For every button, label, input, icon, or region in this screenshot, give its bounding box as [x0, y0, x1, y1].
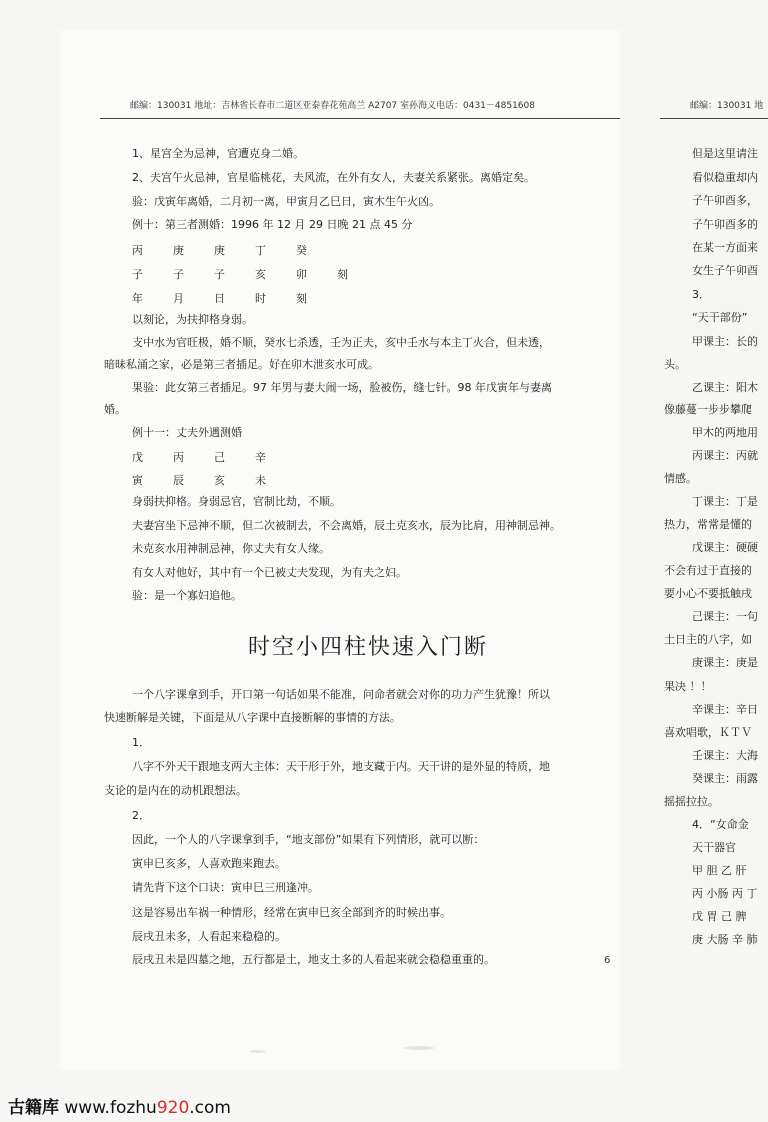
scan-smudge	[404, 1046, 434, 1050]
right-text-line: 戊课主：硬硬	[692, 541, 758, 554]
header-rule	[100, 118, 620, 119]
bazi-row	[132, 242, 337, 258]
bazi-cell: 卯	[296, 268, 307, 281]
text-line: 例十一：丈夫外遇测婚	[132, 426, 242, 439]
right-text-line: 喜欢唱歌，ＫＴＶ	[664, 726, 752, 739]
right-text-line: 情感。	[664, 472, 697, 485]
text-line: 验：是一个寡妇追他。	[132, 589, 242, 602]
url-suffix: .com	[189, 1098, 231, 1118]
right-text-line: 像藤蔓一步步攀爬	[664, 403, 752, 416]
body-line: 一个八字课拿到手，开口第一句话如果不能准，问命者就会对你的功力产生犹豫！所以	[132, 688, 550, 701]
text-line: 2、夫宫午火忌神，官星临桃花，夫风流，在外有女人，夫妻关系紧张。离婚定矣。	[132, 171, 535, 184]
bazi-cell: 寅	[132, 474, 143, 487]
site-watermark	[8, 1093, 231, 1118]
right-text-line: 丙 小肠 丙 丁	[692, 887, 758, 900]
right-text-line: 要小心不要抵触戌	[664, 587, 752, 600]
text-line: 有女人对他好，其中有一个已被丈夫发现，为有夫之妇。	[132, 566, 407, 579]
bazi-cell: 丙	[173, 451, 184, 464]
body-line: 请先背下这个口诀：寅申巳三刑逢冲。	[132, 881, 319, 894]
right-text-line: 子午卯酉多，	[692, 194, 758, 207]
right-text-line: 果决 ！！	[664, 680, 712, 693]
bazi-cell: 月	[173, 292, 184, 305]
right-text-line: 天干器官	[692, 841, 736, 854]
scan-smudge	[250, 1050, 266, 1053]
url-prefix: www.fozhu	[64, 1098, 157, 1118]
site-name: 古籍库	[8, 1098, 59, 1118]
section-title: 时空小四柱快速入门断	[248, 635, 489, 660]
text-line: 支中水为官旺极，婚不顺，癸水七杀透，壬为正夫，亥中壬水与本主丁火合，但未透，	[132, 336, 550, 349]
right-text-line: 子午卯酉多的	[692, 218, 758, 231]
text-line: 未克亥水用神制忌神，你丈夫有女人缘。	[132, 542, 330, 555]
right-text-line: 丙课主：丙就	[692, 449, 758, 462]
right-text-line: 戊 胃 己 脾	[692, 910, 747, 923]
bazi-row	[132, 290, 337, 306]
bazi-cell: 庚	[173, 244, 184, 257]
text-line: 以刻论，为扶抑格身弱。	[132, 313, 253, 326]
text-line: 婚。	[104, 403, 126, 416]
right-text-line: 但是这里请注	[692, 147, 758, 160]
bazi-cell: 子	[214, 268, 225, 281]
text-line: 夫妻宫坐下忌神不顺，但二次被制去，不会离婚，辰土克亥水，辰为比肩，用神制忌神。	[132, 519, 561, 532]
bazi-cell: 刻	[337, 268, 348, 281]
bazi-cell: 辰	[173, 474, 184, 487]
bazi-cell: 亥	[255, 268, 266, 281]
bazi-cell: 子	[132, 268, 143, 281]
right-text-line: 土日主的八字，如	[664, 633, 752, 646]
right-text-line: 乙课主：阳木	[692, 381, 758, 394]
right-text-line: 3．	[692, 288, 710, 301]
site-url	[64, 1098, 231, 1118]
body-line: 辰戌丑未多，人看起来稳稳的。	[132, 930, 286, 943]
right-text-line: 看似稳重却内	[692, 171, 758, 184]
right-text-line: 丁课主：丁是	[692, 495, 758, 508]
bazi-cell: 庚	[214, 244, 225, 257]
body-line: 2．	[132, 809, 150, 822]
body-line: 支论的是内在的动机跟想法。	[104, 784, 247, 797]
bazi-cell: 未	[255, 474, 266, 487]
right-text-line: 庚 大肠 辛 肺	[692, 933, 758, 946]
bazi-row	[132, 266, 378, 282]
body-line: 快速断解是关键，下面是从八字课中直接断解的事情的方法。	[104, 711, 401, 724]
right-text-line: 癸课主：雨露	[692, 772, 758, 785]
left-page-header: 邮编：130031 地址：吉林省长春市二道区亚泰春花苑高兰 A2707 室孙海义电话：0431－4851608	[130, 101, 535, 111]
right-page-header: 邮编：130031 地	[690, 101, 764, 111]
text-line: 身弱扶抑格。身弱忌官，官制比劫，不顺。	[132, 495, 341, 508]
right-text-line: 甲 胆 乙 肝	[692, 864, 747, 877]
right-text-line: 不会有过于直接的	[664, 564, 752, 577]
bazi-cell: 己	[214, 451, 225, 464]
right-text-line: 女生子午卯酉	[692, 264, 758, 277]
right-text-line: 己课主：一句	[692, 610, 758, 623]
right-text-line: 壬课主：大海	[692, 749, 758, 762]
header-rule	[660, 118, 768, 119]
url-number: 920	[156, 1098, 190, 1118]
bazi-cell: 时	[255, 292, 266, 305]
bazi-cell: 刻	[296, 292, 307, 305]
bazi-cell: 丁	[255, 244, 266, 257]
right-text-line: 在某一方面来	[692, 241, 758, 254]
body-line: 寅申巳亥多，人喜欢跑来跑去。	[132, 857, 286, 870]
right-text-line: 热力，常常是懂的	[664, 518, 752, 531]
right-text-line: “天干部份”	[692, 311, 748, 324]
text-line: 果验：此女第三者插足。97 年男与妻大闹一场，脸被伤，缝七针。98 年戊寅年与妻离	[132, 381, 552, 394]
text-line: 例十：第三者测婚：1996 年 12 月 29 日晚 21 点 45 分	[132, 218, 413, 231]
body-line: 因此，一个人的八字课拿到手，“地支部份”如果有下列情形，就可以断：	[132, 833, 485, 846]
bazi-cell: 丙	[132, 244, 143, 257]
right-text-line: 头。	[664, 358, 686, 371]
bazi-cell: 辛	[255, 451, 266, 464]
bazi-cell: 戊	[132, 451, 143, 464]
body-line: 八字不外天干跟地支两大主体：天干形于外，地支藏于内。天干讲的是外显的特质，地	[132, 760, 550, 773]
right-text-line: 甲木的两地用	[692, 426, 758, 439]
text-line: 暗昧私涌之家，必是第三者插足。好在卯木泄亥水可成。	[104, 358, 379, 371]
bazi-row	[132, 449, 296, 465]
body-line: 这是容易出车祸一种情形，经常在寅申巳亥全部到齐的时候出事。	[132, 906, 451, 919]
bazi-cell: 亥	[214, 474, 225, 487]
page-number: 6	[604, 955, 611, 966]
bazi-cell: 年	[132, 292, 143, 305]
bazi-cell: 子	[173, 268, 184, 281]
right-text-line: 庚课主：庚是	[692, 656, 758, 669]
bazi-cell: 日	[214, 292, 225, 305]
right-text-line: 辛课主：辛日	[692, 703, 758, 716]
right-text-line: 摇摇拉拉。	[664, 795, 719, 808]
bazi-cell: 癸	[296, 244, 307, 257]
right-text-line: 甲课主：长的	[692, 335, 758, 348]
body-line: 辰戌丑未是四墓之地，五行都是土，地支土多的人看起来就会稳稳重重的。	[132, 953, 495, 966]
text-line: 1、星宫全为忌神，官遭克身二婚。	[132, 147, 304, 160]
text-line: 验：戊寅年离婚，二月初一离，甲寅月乙巳日，寅木生午火凶。	[132, 195, 440, 208]
bazi-row	[132, 472, 296, 488]
body-line: 1．	[132, 736, 150, 749]
right-text-line: 4．“女命金	[692, 818, 749, 831]
